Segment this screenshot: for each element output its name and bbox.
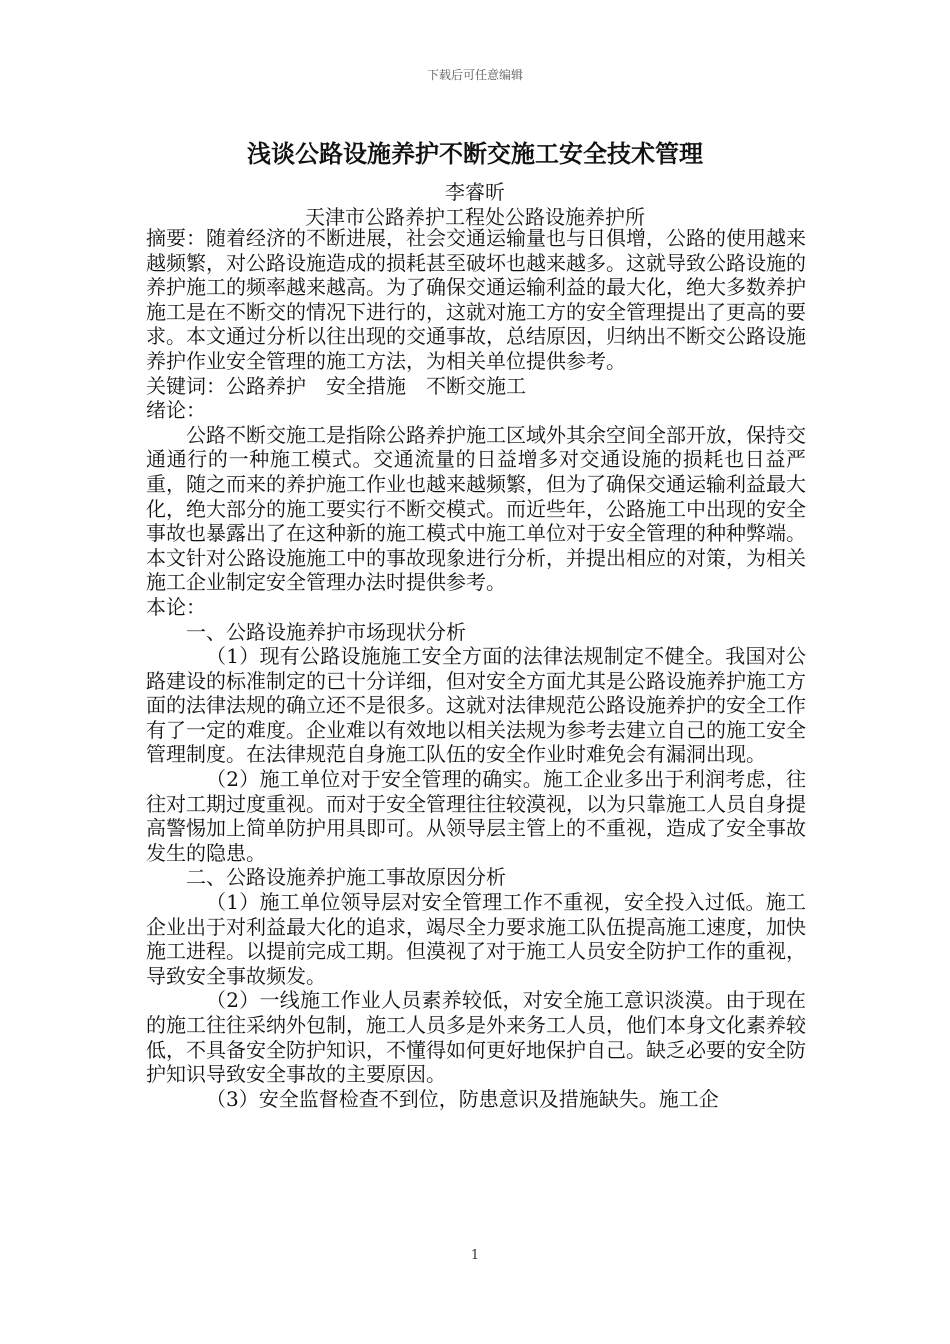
section-2-heading: 二、公路设施养护施工事故原因分析 xyxy=(186,865,506,890)
main-heading: 本论： xyxy=(146,594,206,619)
section-2-paragraph-3: （3）安全监督检查不到位，防患意识及措施缺失。施工企 xyxy=(206,1086,719,1111)
author-name: 李睿昕 xyxy=(445,180,505,204)
abstract-paragraph: 摘要：随着经济的不断进展，社会交通运输量也与日俱增，公路的使用越来越频繁，对公路设施造成的损耗甚至破坏也越来越多。这就导致公路设施的养护施工的频率越来越高。为了确保交通运输利益的最大化，绝大多数养护施工是在不断交的情况下进行的，这就对施工方的安全管理提出了更高的要求。本文通过分析以往出现的交通事故，总结原因，归纳出不断交公路设施养护作业安全管理的施工方法，为相关单位提供参考。 xyxy=(146,226,806,373)
intro-heading: 绪论： xyxy=(146,398,206,423)
page-header-note: 下载后可任意编辑 xyxy=(426,68,523,82)
section-1-heading: 一、公路设施养护市场现状分析 xyxy=(186,619,466,644)
page-number: 1 xyxy=(470,1248,480,1263)
author-affiliation: 天津市公路养护工程处公路设施养护所 xyxy=(305,205,645,229)
document-body xyxy=(146,226,806,1111)
document-title: 浅谈公路设施养护不断交施工安全技术管理 xyxy=(247,140,703,168)
section-2-paragraph-1: （1）施工单位领导层对安全管理工作不重视，安全投入过低。施工企业出于对利益最大化的追求，竭尽全力要求施工队伍提高施工速度，加快施工进程。以提前完成工期。但漠视了对于施工人员安全防护工作的重视，导致安全事故频发。 xyxy=(146,890,806,988)
section-1-paragraph-2: （2）施工单位对于安全管理的确实。施工企业多出于利润考虑，往往对工期过度重视。而对于安全管理往往较漠视，以为只靠施工人员自身提高警惕加上简单防护用具即可。从领导层主管上的不重视，造成了安全事故发生的隐患。 xyxy=(146,767,806,865)
keywords-line: 关键词：公路养护 安全措施 不断交施工 xyxy=(146,373,526,398)
intro-paragraph: 公路不断交施工是指除公路养护施工区域外其余空间全部开放，保持交通通行的一种施工模式。交通流量的日益增多对交通设施的损耗也日益严重，随之而来的养护施工作业也越来越频繁，但为了确保交通运输利益最大化，绝大部分的施工要实行不断交模式。而近些年，公路施工中出现的安全事故也暴露出了在这种新的施工模式中施工单位对于安全管理的种种弊端。本文针对公路设施施工中的事故现象进行分析，并提出相应的对策，为相关施工企业制定安全管理办法时提供参考。 xyxy=(146,422,806,595)
section-2-paragraph-2: （2）一线施工作业人员素养较低，对安全施工意识淡漠。由于现在的施工往往采纳外包制，施工人员多是外来务工人员，他们本身文化素养较低，不具备安全防护知识，不懂得如何更好地保护自己。缺乏必要的安全防护知识导致安全事故的主要原因。 xyxy=(146,988,806,1087)
section-1-paragraph-1: （1）现有公路设施施工安全方面的法律法规制定不健全。我国对公路建设的标准制定的已十分详细，但对安全方面尤其是公路设施养护施工方面的法律法规的确立还不是很多。这就对法律规范公路设施养护的安全工作有了一定的难度。企业难以有效地以相关法规为参考去建立自己的施工安全管理制度。在法律规范自身施工队伍的安全作业时难免会有漏洞出现。 xyxy=(146,644,806,767)
